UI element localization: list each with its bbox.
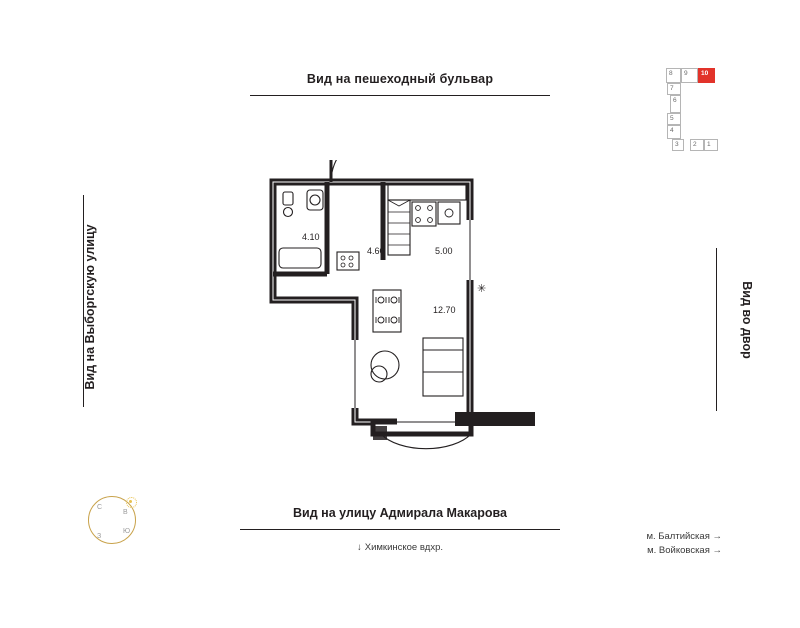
floor-plan-drawing: [255, 160, 555, 450]
waterbody-caption: [300, 542, 500, 553]
key-plan-unit-1[interactable]: [704, 139, 718, 151]
compass-west-label: З: [97, 533, 102, 540]
view-title-left: Вид на Выборгскую улицу: [83, 224, 97, 390]
key-plan-unit-7[interactable]: [667, 83, 681, 95]
compass-north-label: С: [97, 504, 103, 511]
key-plan-unit-label: 5: [670, 114, 674, 122]
view-title-top: [250, 72, 550, 96]
key-plan-unit-2[interactable]: [690, 139, 704, 151]
view-title-bottom: [240, 506, 560, 530]
metro-item: м. Балтийская →: [646, 531, 722, 542]
view-title-right: Вид во двор: [740, 281, 754, 359]
key-plan: [666, 68, 738, 168]
key-plan-unit-label: 4: [670, 126, 674, 134]
key-plan-unit-9[interactable]: [681, 68, 698, 83]
key-plan-unit-4[interactable]: [667, 125, 681, 139]
living-room-area-label: 12.70: [433, 305, 456, 315]
view-title-left-rule: [83, 195, 84, 407]
metro-item: м. Войковская →: [647, 545, 722, 556]
view-title-bottom-text: Вид на улицу Адмирала Макарова: [293, 506, 507, 520]
key-plan-unit-label: 8: [669, 69, 673, 77]
waterbody-caption-text: Химкинское вдхр.: [364, 542, 443, 553]
key-plan-unit-8[interactable]: [666, 68, 681, 83]
compass-rose: [82, 490, 144, 552]
sun-icon: [126, 497, 135, 506]
view-title-right-rule: [716, 248, 717, 411]
key-plan-unit-label: 6: [673, 96, 677, 104]
kitchen-area-label: 5.00: [435, 246, 453, 256]
key-plan-unit-label: 10: [701, 69, 709, 77]
hall-area-label: 4.60: [367, 246, 385, 256]
bathroom-area-label: 4.10: [302, 232, 320, 242]
compass-south-label: Ю: [123, 528, 131, 535]
key-plan-unit-10[interactable]: [698, 68, 715, 83]
view-title-top-rule: [250, 95, 550, 96]
view-title-top-text: Вид на пешеходный бульвар: [306, 72, 494, 86]
key-plan-unit-label: 2: [693, 140, 697, 148]
metro-list: [646, 530, 722, 558]
key-plan-unit-label: 1: [707, 140, 711, 148]
climate-icon: ✳: [477, 283, 487, 295]
compass-east-label: В: [123, 509, 128, 516]
down-arrow-icon: ↓: [356, 542, 362, 553]
view-title-bottom-rule: [240, 529, 560, 530]
key-plan-unit-label: 9: [684, 69, 688, 77]
key-plan-unit-6[interactable]: [670, 95, 681, 113]
key-plan-unit-5[interactable]: [667, 113, 681, 125]
key-plan-unit-label: 7: [670, 84, 674, 92]
key-plan-unit-3[interactable]: [672, 139, 684, 151]
key-plan-unit-label: 3: [675, 140, 679, 148]
